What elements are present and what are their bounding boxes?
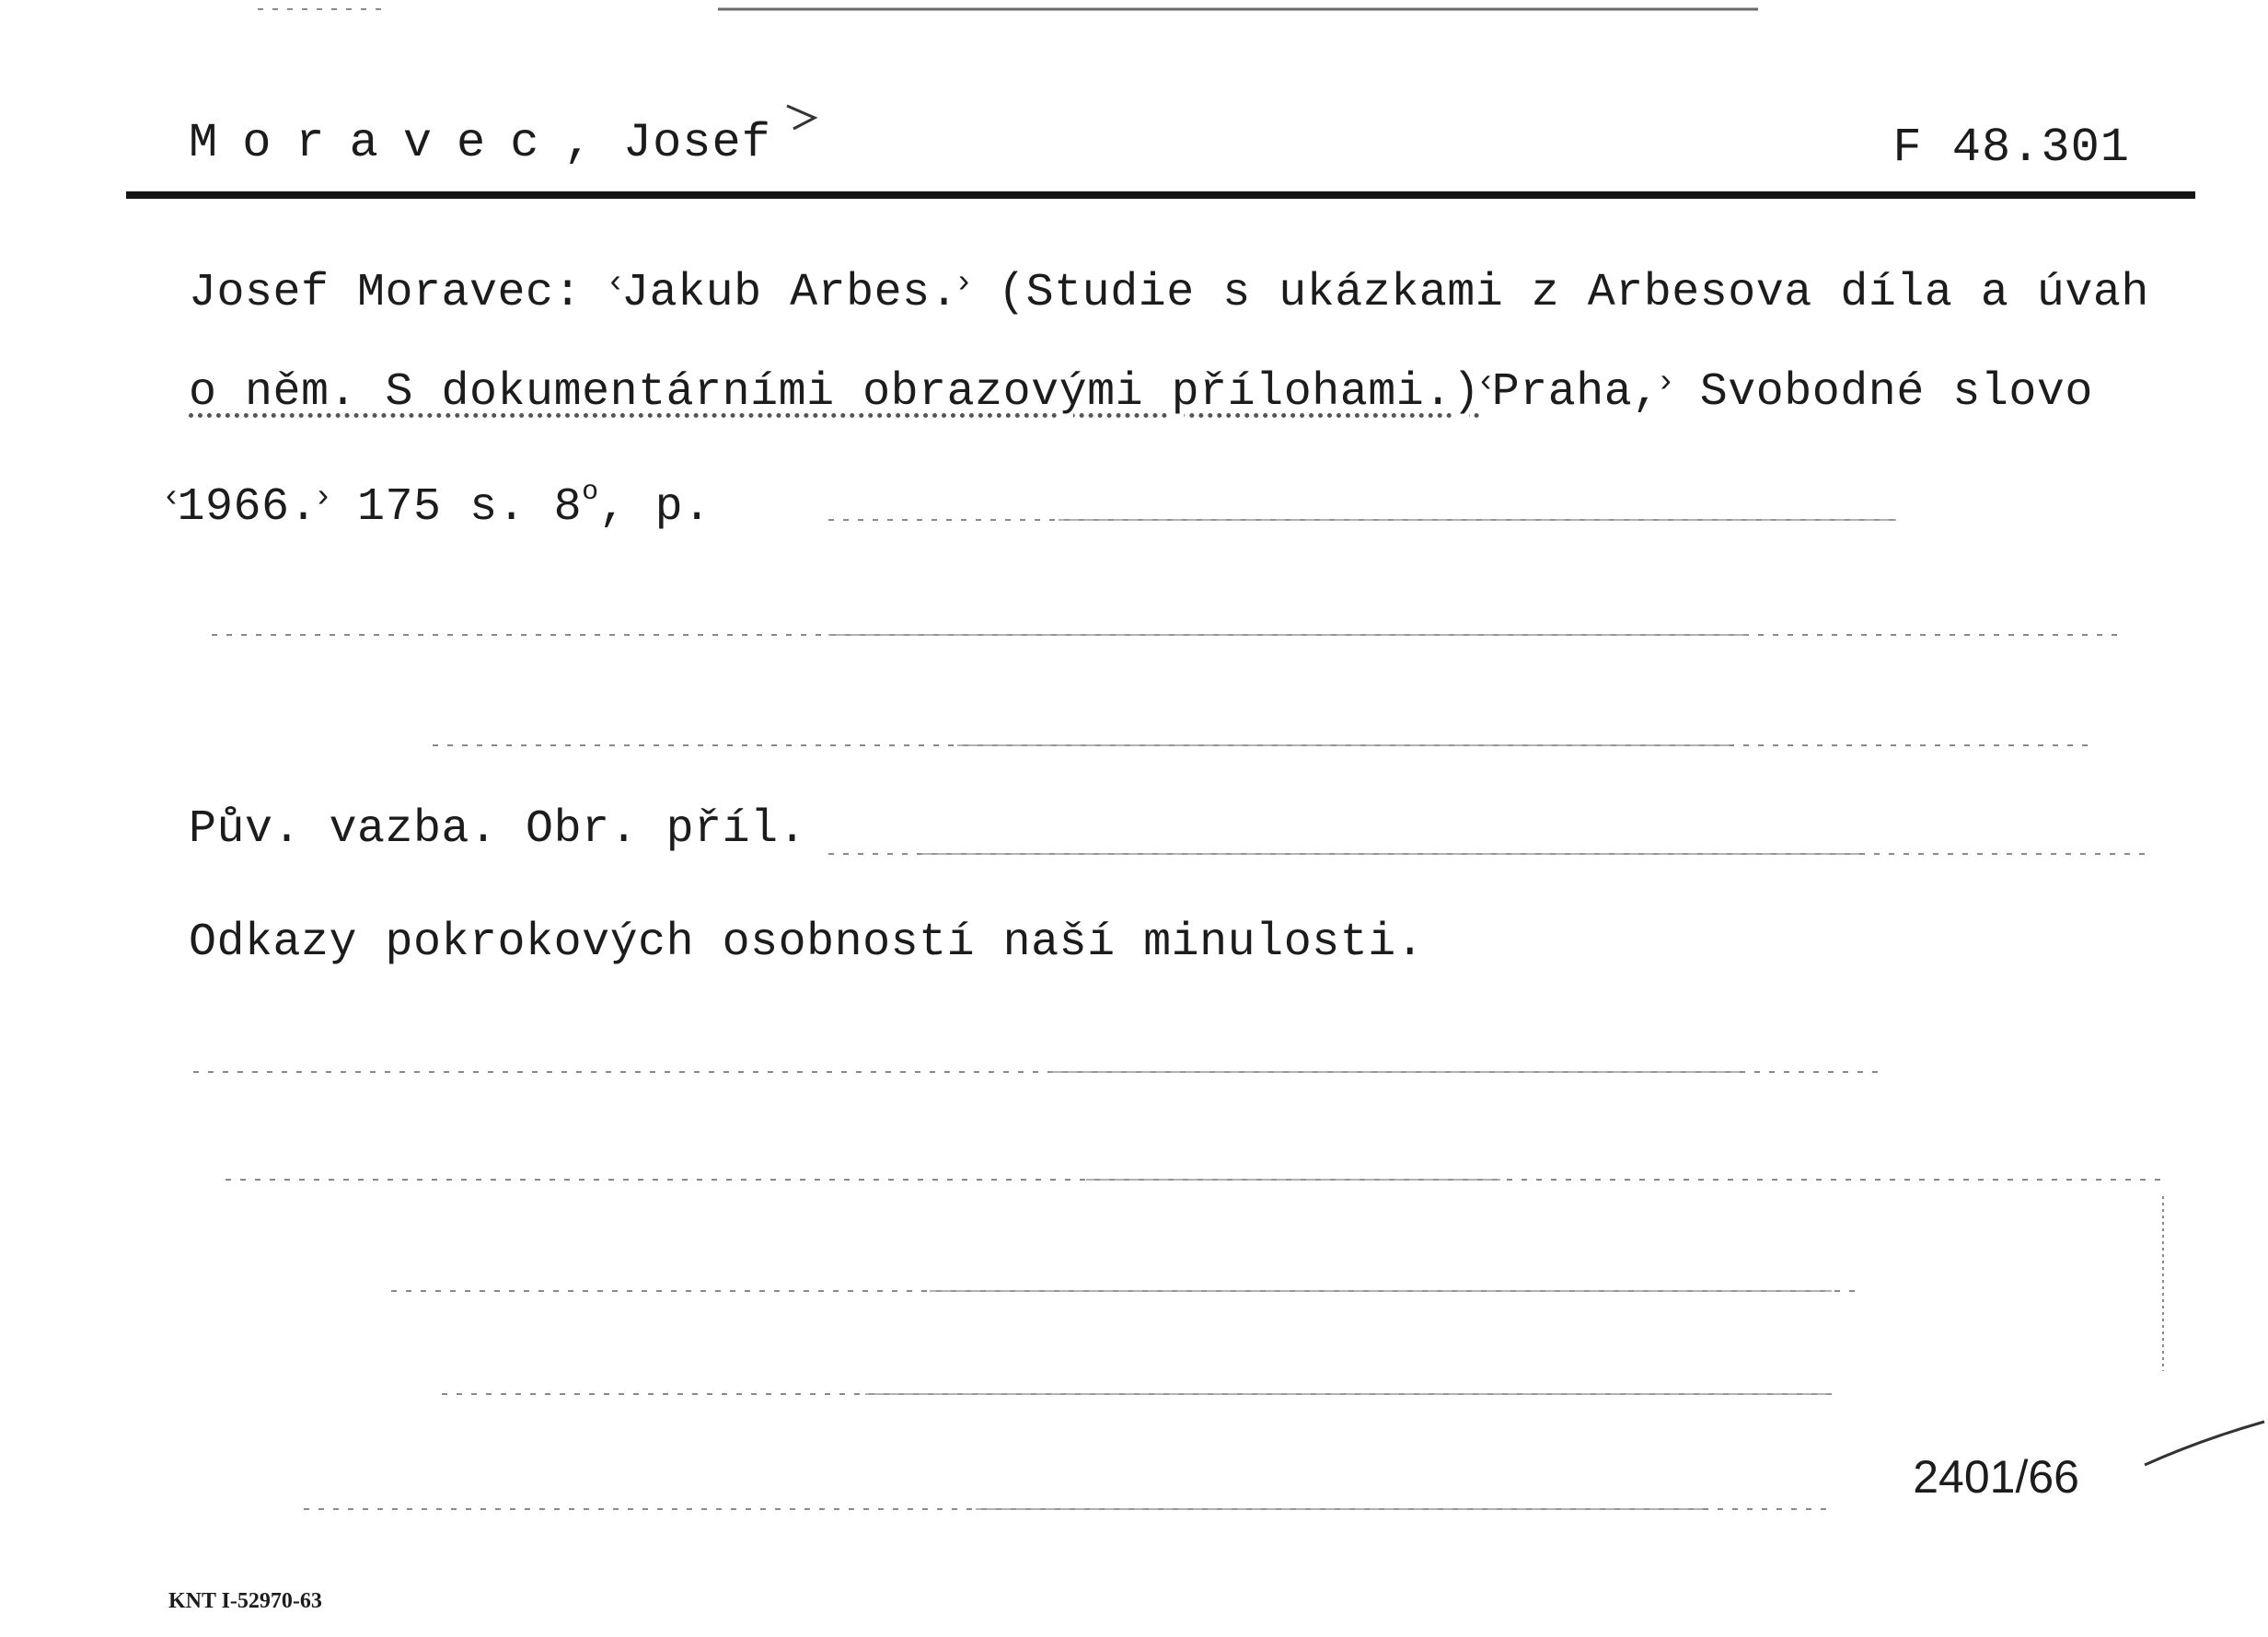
entry-author: Josef Moravec: xyxy=(189,267,583,319)
bracket-open-mark: ‹ xyxy=(1480,361,1492,398)
entry-line-2 xyxy=(189,361,2093,419)
entry-place: Praha, xyxy=(1491,366,1660,419)
entry-format-tail: , p. xyxy=(598,481,712,534)
entry-title: Jakub Arbes. xyxy=(621,267,959,319)
entry-line-3 xyxy=(166,476,712,534)
entry-year: 1966. xyxy=(177,481,318,534)
heading-comma: , xyxy=(563,116,623,170)
shelf-signature: F 48.301 xyxy=(1892,121,2130,175)
note-series: Odkazy pokrokových osobností naší minulosti. xyxy=(189,916,1425,969)
heading-rule xyxy=(126,191,2195,199)
entry-line-1 xyxy=(189,261,2149,319)
bracket-close-mark: › xyxy=(1660,361,1672,398)
entry-format: 8 xyxy=(553,481,583,534)
heading-author xyxy=(189,116,771,170)
bracket-close-mark: › xyxy=(958,261,970,299)
printer-mark: KNT I-52970-63 xyxy=(168,1589,322,1613)
entry-pages: 175 s. xyxy=(357,481,526,534)
entry-format-sup: o xyxy=(582,477,599,508)
heading-surname: Moravec xyxy=(189,116,564,170)
entry-subtitle-part1: (Studie s ukázkami z Arbesova díla a úvah xyxy=(998,267,2149,319)
accession-number: 2401/66 xyxy=(1913,1451,2079,1503)
bracket-open-mark: ‹ xyxy=(166,476,178,513)
entry-subtitle-part2: o něm. S dokumentárními obrazovými přílohami.) xyxy=(189,366,1481,419)
entry-publisher: Svobodné slovo xyxy=(1699,366,2093,419)
bracket-close-mark: › xyxy=(318,476,330,513)
bracket-open-mark: ‹ xyxy=(609,261,622,299)
note-binding: Pův. vazba. Obr. příl. xyxy=(189,803,807,856)
heading-forename: Josef xyxy=(622,116,771,170)
